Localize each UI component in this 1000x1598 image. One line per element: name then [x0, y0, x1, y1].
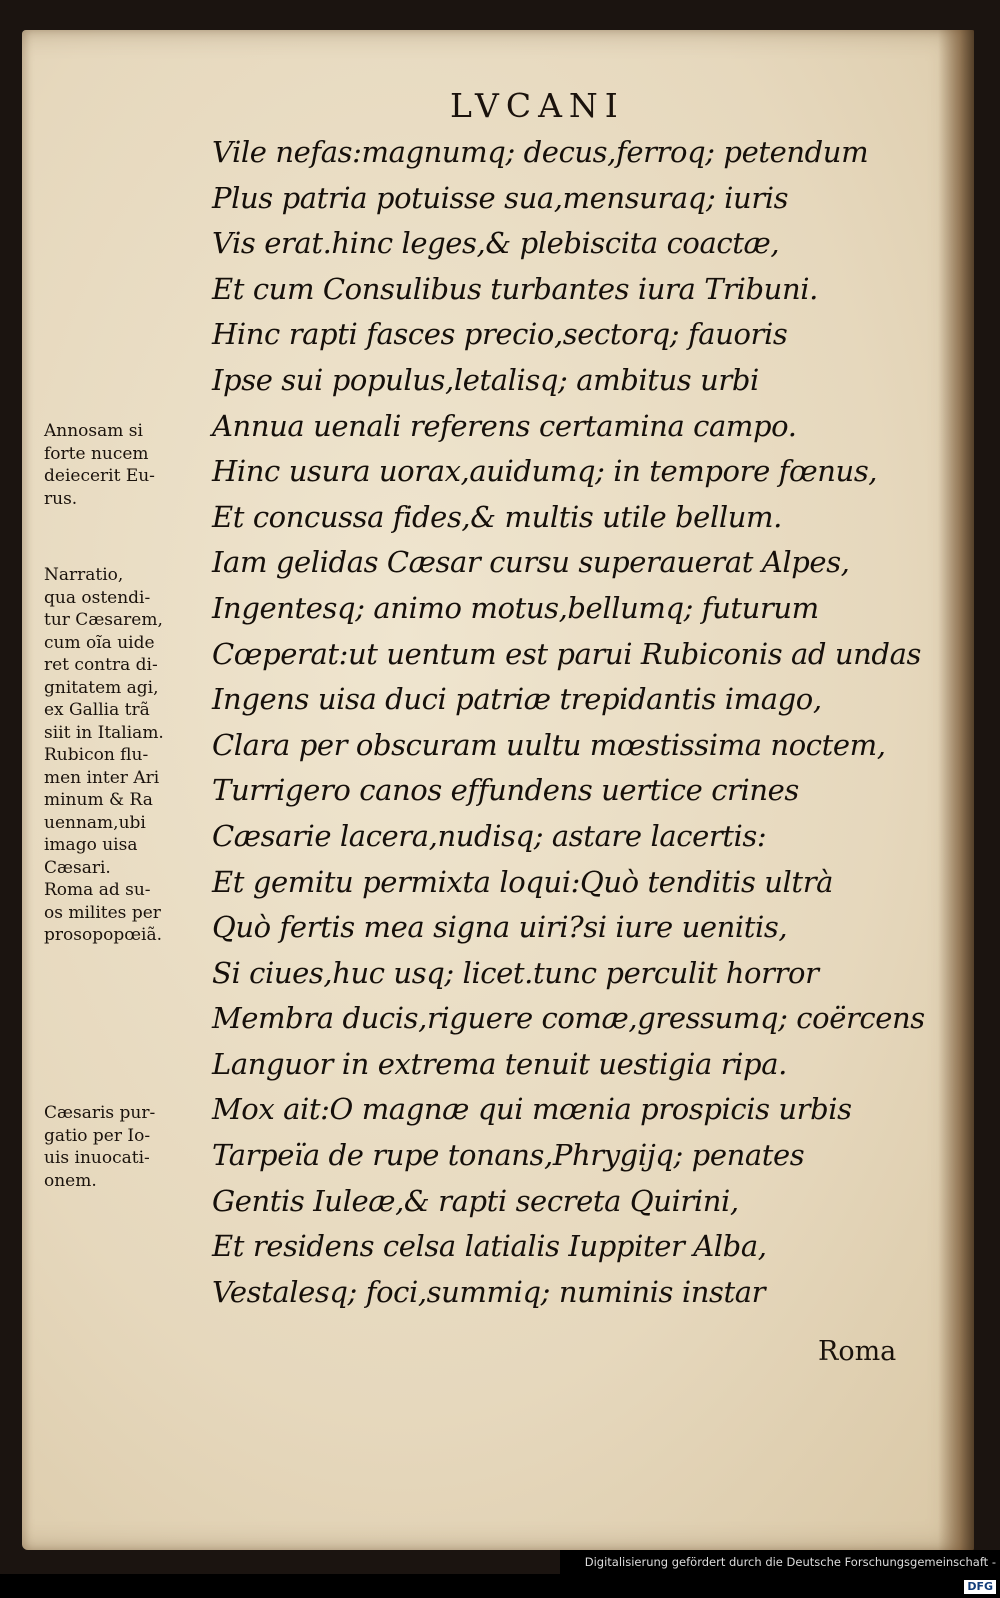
verse-line: Hinc usura uorax,auidumq; in tempore fœnus,	[212, 454, 878, 489]
note-line: minum & Ra	[44, 790, 153, 810]
note-line: ret contra di-	[44, 655, 158, 675]
note-line: Cæsari.	[44, 857, 111, 878]
note-line: prosopopœiã.	[44, 925, 162, 945]
note-line: Roma ad su-	[44, 880, 151, 900]
verse-line: Hinc rapti fasces precio,sectorq; fauoris	[212, 317, 788, 352]
verse-line: Languor in extrema tenuit uestigia ripa.	[212, 1046, 787, 1081]
note-line: siit in Italiam.	[44, 722, 164, 743]
verse-line: Vis erat.hinc leges,& plebiscita coactæ,	[212, 226, 780, 261]
note-line: os milites per	[44, 902, 161, 923]
note-line: imago uisa	[44, 835, 138, 855]
verse-line: Tarpeïa de rupe tonans,Phrygijq; penates	[212, 1138, 805, 1173]
verse-line: Ipse sui populus,letalisq; ambitus urbi	[212, 362, 759, 397]
note-line: uennam,ubi	[44, 812, 146, 833]
verse-line: Vestalesq; foci,summiq; numinis instar	[212, 1274, 766, 1309]
note-line: tur Cæsarem,	[44, 610, 163, 630]
credit-text: Digitalisierung gefördert durch die Deutsche Forschungsgemeinschaft -	[584, 1555, 996, 1569]
note-line: qua ostendi-	[44, 587, 151, 608]
verse-line: Cœperat:ut uentum est parui Rubiconis ad undas	[212, 636, 921, 671]
note-line: Narratio,	[44, 565, 124, 585]
verse-line: Et concussa fides,& multis utile bellum.	[212, 499, 782, 534]
note-line: gnitatem agi,	[44, 677, 159, 698]
note-line: cum oĩa uide	[44, 632, 155, 653]
note-line: men inter Ari	[44, 767, 160, 788]
verse-line: Turrigero canos effundens uertice crines	[212, 773, 799, 808]
verse-line: Quò fertis mea signa uiri?si iure uenitis,	[212, 910, 788, 945]
dfg-logo: DFG	[964, 1580, 996, 1594]
marginal-note-narratio	[44, 564, 164, 947]
verse-line: Annua uenali referens certamina campo.	[212, 408, 797, 443]
verse-line: Mox ait:O magnæ qui mœnia prospicis urbis	[212, 1092, 852, 1127]
catchword: Roma	[818, 1336, 897, 1367]
digitization-credit	[560, 1550, 1000, 1593]
running-head: LVCANI	[450, 86, 625, 125]
note-line: gatio per Io-	[44, 1125, 151, 1146]
verse-line: Et residens celsa latialis Iuppiter Alba,	[212, 1229, 767, 1264]
note-line: Cæsaris pur-	[44, 1103, 156, 1123]
verse-block	[212, 130, 925, 1315]
marginal-note-purgatio	[44, 1102, 155, 1192]
page-gutter-shadow	[938, 30, 974, 1550]
verse-line: Ingentesq; animo motus,bellumq; futurum	[212, 590, 819, 625]
verse-line: Et gemitu permixta loqui:Quò tenditis ultrà	[212, 864, 834, 899]
verse-line: Ingens uisa duci patriæ trepidantis imago,	[212, 682, 822, 717]
note-line: uis inuocati-	[44, 1148, 150, 1168]
verse-line: Iam gelidas Cæsar cursu superauerat Alpes,	[212, 545, 850, 580]
verse-line: Et cum Consulibus turbantes iura Tribuni.	[212, 271, 818, 306]
verse-line: Vile nefas:magnumq; decus,ferroq; petendum	[212, 135, 869, 169]
marginal-note-proverb	[44, 420, 155, 510]
verse-line: Clara per obscuram uultu mœstissima noctem,	[212, 727, 886, 762]
note-line: Rubicon flu-	[44, 745, 149, 765]
note-line: deiecerit Eu-	[44, 466, 155, 486]
note-line: rus.	[44, 488, 78, 509]
note-line: onem.	[44, 1170, 97, 1191]
note-line: ex Gallia trã	[44, 700, 150, 720]
verse-line: Cæsarie lacera,nudisq; astare lacertis:	[212, 818, 767, 853]
verse-line: Plus patria potuisse sua,mensuraq; iuris	[212, 180, 789, 215]
note-line: Annosam si	[44, 421, 143, 441]
verse-line: Membra ducis,riguere comæ,gressumq; coërcens	[212, 1001, 925, 1036]
note-line: forte nucem	[44, 443, 149, 464]
verse-line: Gentis Iuleæ,& rapti secreta Quirini,	[212, 1183, 739, 1218]
verse-line: Si ciues,huc usq; licet.tunc perculit horror	[212, 955, 819, 990]
